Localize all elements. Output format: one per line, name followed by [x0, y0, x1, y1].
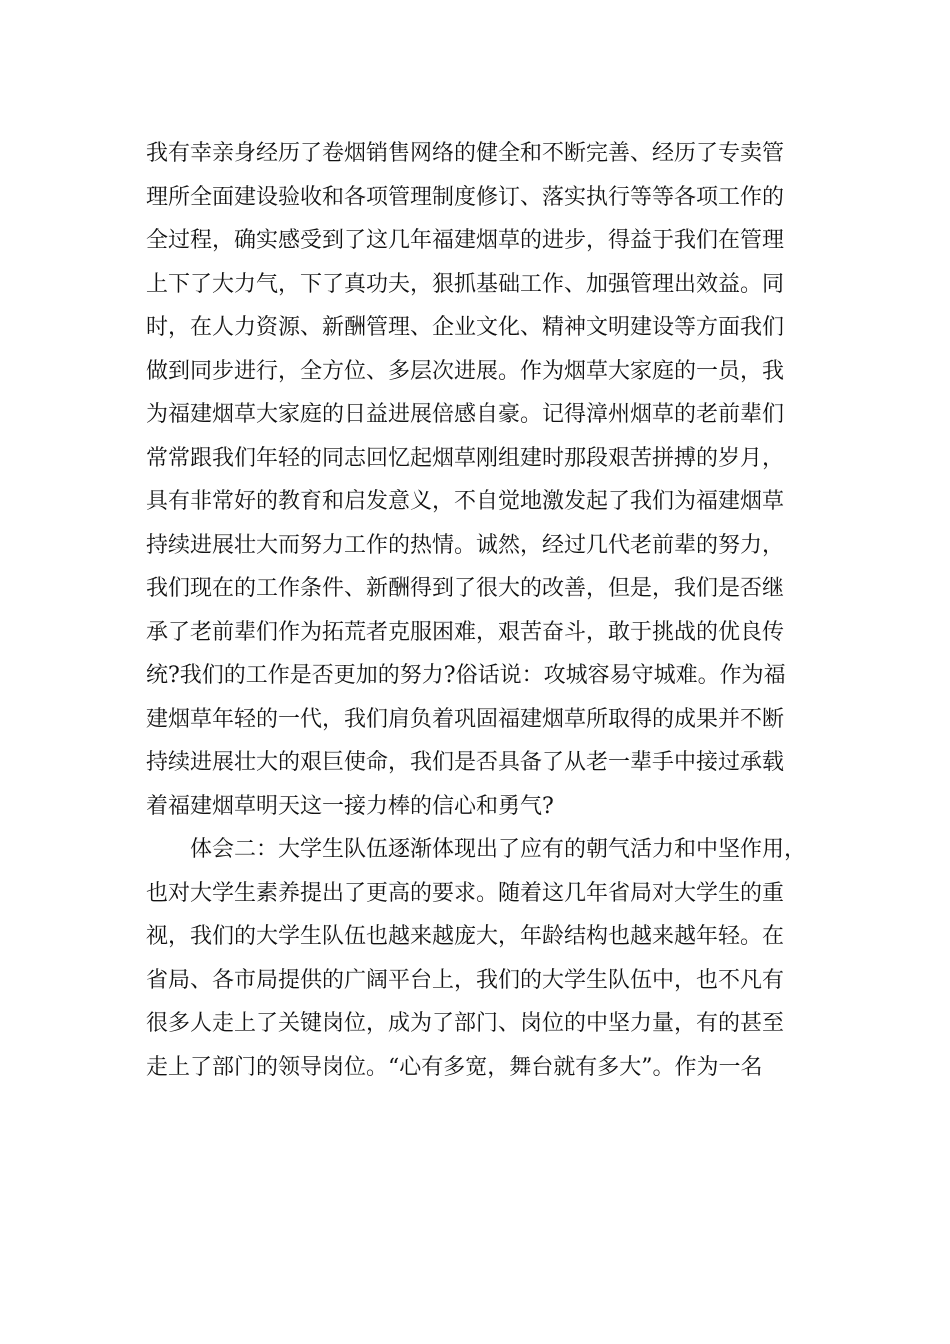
text-line: 时，在人力资源、新酬管理、企业文化、精神文明建设等方面我们: [146, 315, 785, 340]
text-line: 很多人走上了关键岗位，成为了部门、岗位的中坚力量，有的甚至: [146, 1011, 785, 1036]
text-line: 上下了大力气，下了真功夫，狠抓基础工作、加强管理出效益。同: [146, 271, 785, 297]
text-line: 也对大学生素养提出了更高的要求。随着这几年省局对大学生的重: [146, 880, 785, 906]
text-line: 视，我们的大学生队伍也越来越庞大，年龄结构也越来越年轻。在: [146, 924, 785, 949]
text-line: 持续进展壮大的艰巨使命，我们是否具备了从老一辈手中接过承载: [146, 750, 785, 775]
text-line: 承了老前辈们作为拓荒者克服困难，艰苦奋斗，敢于挑战的优良传: [146, 619, 785, 645]
text-line: 具有非常好的教育和启发意义，不自觉地激发起了我们为福建烟草: [146, 489, 785, 514]
text-line: 我有幸亲身经历了卷烟销售网络的健全和不断完善、经历了专卖管: [146, 141, 785, 166]
text-line-indented: 体会二：大学生队伍逐渐体现出了应有的朝气活力和中坚作用，: [190, 837, 807, 862]
paragraph-1: [146, 132, 816, 828]
text-line: 常常跟我们年轻的同志回忆起烟草刚组建时那段艰苦拼搏的岁月，: [146, 445, 785, 471]
document-body: [146, 132, 816, 1089]
text-line: 着福建烟草明天这一接力棒的信心和勇气?: [146, 793, 554, 819]
text-line: 为福建烟草大家庭的日益进展倍感自豪。记得漳州烟草的老前辈们: [146, 402, 785, 427]
text-line: 做到同步进行，全方位、多层次进展。作为烟草大家庭的一员，我: [146, 358, 785, 384]
text-line: 持续进展壮大而努力工作的热情。诚然，经过几代老前辈的努力，: [146, 532, 785, 558]
text-line: 全过程，确实感受到了这几年福建烟草的进步，得益于我们在管理: [146, 228, 785, 253]
text-line: 我们现在的工作条件、新酬得到了很大的改善，但是，我们是否继: [146, 576, 785, 601]
text-line: 省局、各市局提供的广阔平台上，我们的大学生队伍中，也不凡有: [146, 967, 785, 993]
paragraph-2: [146, 828, 816, 1089]
text-line: 建烟草年轻的一代，我们肩负着巩固福建烟草所取得的成果并不断: [146, 706, 785, 732]
text-line: 统?我们的工作是否更加的努力?俗话说：攻城容易守城难。作为福: [146, 663, 786, 688]
text-line: 理所全面建设验收和各项管理制度修订、落实执行等等各项工作的: [146, 184, 785, 210]
text-line: 走上了部门的领导岗位。“心有多宽，舞台就有多大”。作为一名: [146, 1054, 763, 1080]
